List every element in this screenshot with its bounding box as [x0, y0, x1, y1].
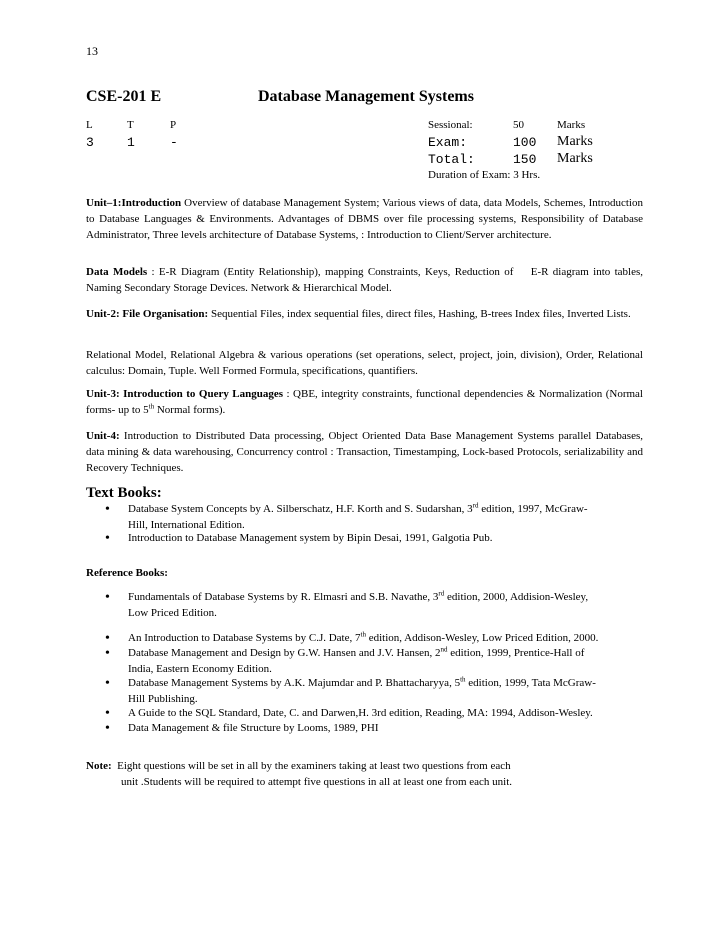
unit-3-superscript: th: [148, 402, 155, 411]
text-book-2: Introduction to Database Management system by Bipin Desai, 1991, Galgotia Pub.: [128, 532, 493, 544]
exam-unit: Marks: [557, 134, 593, 149]
reference-book-1-c: Low Priced Edition.: [128, 607, 217, 619]
reference-book-3-a: Database Management and Design by G.W. Hansen and J.V. Hansen, 2: [128, 647, 441, 659]
note-text-1: Eight questions will be set in all by the examiners taking at least two questions from each: [111, 760, 511, 772]
reference-books-heading: Reference Books:: [86, 567, 168, 579]
bullet-icon: •: [105, 590, 110, 605]
unit-3-paragraph: [86, 386, 643, 418]
bullet-icon: •: [105, 502, 110, 517]
total-value: 150: [513, 152, 537, 167]
text-book-1-sup: rd: [472, 501, 479, 510]
sessional-unit: Marks: [557, 119, 586, 131]
reference-book-4-c: Hill Publishing.: [128, 693, 198, 705]
text-book-1: [128, 501, 648, 533]
text-books-heading: Text Books:: [86, 485, 162, 501]
ltp-value-l: 3: [86, 135, 94, 150]
unit-4-heading: Unit-4:: [86, 430, 120, 442]
course-code: CSE-201 E: [86, 88, 162, 105]
unit-2-heading: Unit-2: File Organisation:: [86, 308, 209, 320]
reference-book-1-b: edition, 2000, Addision-Wesley,: [444, 591, 589, 603]
reference-book-2-b: edition, Addison-Wesley, Low Priced Edition, 2000.: [365, 632, 599, 644]
note-line-1: [86, 758, 646, 774]
reference-book-4-a: Database Management Systems by A.K. Majumdar and P. Bhattacharyya, 5: [128, 677, 461, 689]
reference-book-3-sup: nd: [440, 645, 448, 654]
reference-book-5: A Guide to the SQL Standard, Date, C. and Darwen,H. 3rd edition, Reading, MA: 1994, Addison-Wesley.: [128, 707, 593, 719]
reference-book-1: [128, 589, 648, 621]
exam-label: Exam:: [428, 135, 468, 150]
unit-3-body-b: Normal forms).: [154, 404, 226, 416]
exam-value: 100: [513, 135, 537, 150]
data-models-body: : E-R Diagram (Entity Relationship), mapping Constraints, Keys, Reduction of E-R diagram into tables, Naming Secondary Storage Devices. Network & Hierarchical Model.: [86, 266, 646, 294]
reference-book-1-sup: rd: [438, 589, 445, 598]
reference-book-1-a: Fundamentals of Database Systems by R. Elmasri and S.B. Navathe, 3: [128, 591, 439, 603]
note-line-2: unit .Students will be required to attempt five questions in all at least one from each unit.: [121, 776, 513, 788]
reference-book-2: [128, 630, 648, 646]
unit-1-paragraph: [86, 195, 643, 243]
unit-1-heading: Unit–1:Introduction: [86, 197, 182, 209]
ltp-value-t: 1: [127, 135, 135, 150]
bullet-icon: •: [105, 646, 110, 661]
reference-book-4-b: edition, 1999, Tata McGraw-: [465, 677, 596, 689]
unit-4-body: Introduction to Distributed Data processing, Object Oriented Data Base Management Systems parallel Databases, data mining & data warehousing, Concurrency control : Transaction, Timestamping, Lock-based Protocols, serializability and Recovery Techniques.: [86, 430, 643, 474]
reference-book-4: [128, 675, 648, 707]
relational-paragraph: Relational Model, Relational Algebra & various operations (set operations, select, project, join, division), Order, Relational calculus: Domain, Tuple. Well Formed Formula, specifications, quantifiers.: [86, 349, 643, 377]
bullet-icon: •: [105, 676, 110, 691]
data-models-paragraph: [86, 264, 646, 296]
reference-book-6: Data Management & file Structure by Looms, 1989, PHI: [128, 722, 379, 734]
text-book-1-c: Hill, International Edition.: [128, 519, 245, 531]
total-label: Total:: [428, 152, 475, 167]
unit-2-body: Sequential Files, index sequential files, direct files, Hashing, B-trees Index files, Inverted Lists.: [208, 308, 631, 320]
unit-2-paragraph: [86, 306, 643, 322]
ltp-value-p: -: [170, 135, 178, 150]
unit-3-heading: Unit-3: Introduction to Query Languages: [86, 388, 284, 400]
ltp-header-l: L: [86, 119, 93, 131]
exam-duration: Duration of Exam: 3 Hrs.: [428, 169, 541, 181]
data-models-heading: Data Models: [86, 266, 148, 278]
course-title: Database Management Systems: [258, 88, 474, 105]
reference-book-2-a: An Introduction to Database Systems by C.J. Date, 7: [128, 632, 361, 644]
reference-book-3-c: India, Eastern Economy Edition.: [128, 663, 272, 675]
bullet-icon: •: [105, 631, 110, 646]
page-number: 13: [86, 44, 98, 58]
text-book-1-b: edition, 1997, McGraw-: [478, 503, 588, 515]
unit-1-body: Overview of database Management System; Various views of data, data Models, Schemes, Introduction to Database Languages & Environments. Advantages of DBMS over file processing systems, Responsibility of Database Administrator, Three levels architecture of Database Systems, : Introduction to Client/Server architecture.: [86, 197, 643, 241]
reference-book-3: [128, 645, 648, 677]
text-book-1-a: Database System Concepts by A. Silberschatz, H.F. Korth and S. Sudarshan, 3: [128, 503, 473, 515]
reference-book-4-sup: th: [460, 675, 466, 684]
bullet-icon: •: [105, 706, 110, 721]
total-unit: Marks: [557, 151, 593, 166]
sessional-value: 50: [513, 119, 524, 131]
ltp-header-t: T: [127, 119, 134, 131]
sessional-label: Sessional:: [428, 119, 473, 131]
ltp-header-p: P: [170, 119, 177, 131]
unit-3-body-a: : QBE, integrity constraints, functional dependencies & Normalization (Normal forms- up to 5: [86, 388, 643, 416]
note-label: Note:: [86, 760, 112, 772]
unit-4-paragraph: [86, 428, 643, 476]
bullet-icon: •: [105, 531, 110, 546]
reference-book-2-sup: th: [360, 630, 366, 639]
reference-book-3-b: edition, 1999, Prentice-Hall of: [447, 647, 585, 659]
bullet-icon: •: [105, 721, 110, 736]
